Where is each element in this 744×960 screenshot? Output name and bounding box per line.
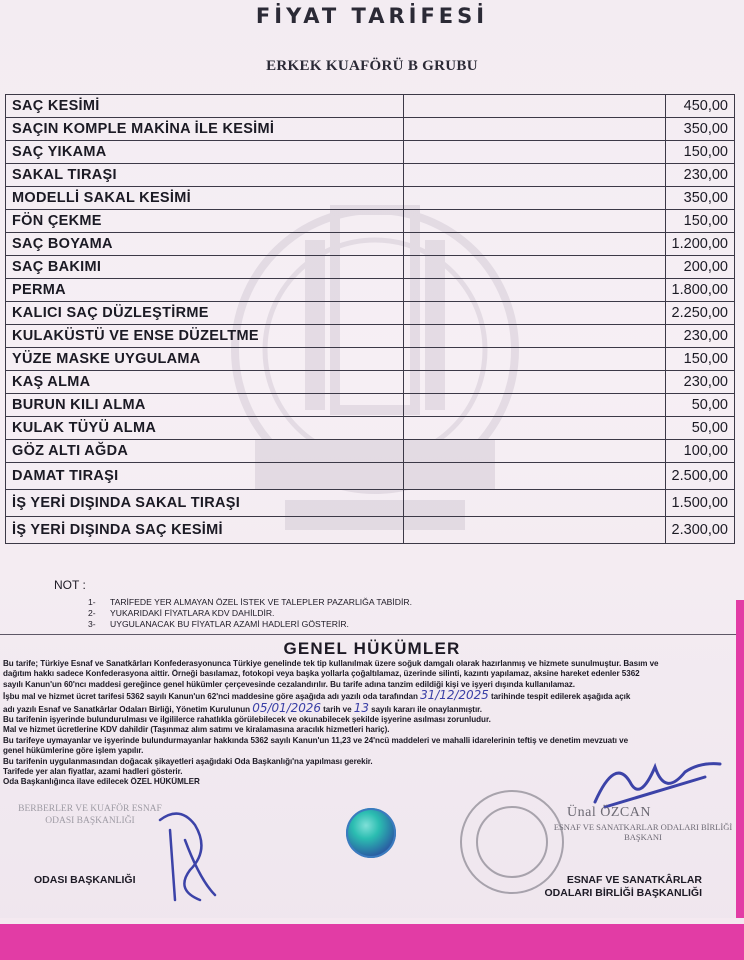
service-name: SAKAL TIRAŞI xyxy=(6,164,404,187)
service-price: 150,00 xyxy=(665,210,734,233)
service-price: 1.200,00 xyxy=(665,233,734,256)
handwritten-number: 13 xyxy=(353,702,369,715)
service-name: İŞ YERİ DIŞINDA SAKAL TIRAŞI xyxy=(6,490,404,517)
tariff-row xyxy=(6,463,735,490)
tariff-row xyxy=(6,141,735,164)
left-stamp: BERBERLER VE KUAFÖR ESNAF ODASI BAŞKANLIĞI xyxy=(18,804,162,826)
service-name: FÖN ÇEKME xyxy=(6,210,404,233)
legal-line: Bu tarife; Türkiye Esnaf ve Sanatkârları Konfederasyonunca Türkiye genelinde tek tip kullanılmak üzere soğuk damgalı olarak hazırlanmış ve hizmete sunulmuştur. Basım ve xyxy=(3,659,659,668)
blank-cell xyxy=(404,164,665,187)
service-price: 200,00 xyxy=(665,256,734,279)
tariff-table xyxy=(5,94,735,544)
tariff-row xyxy=(6,187,735,210)
blank-cell xyxy=(404,256,665,279)
tariff-row xyxy=(6,95,735,118)
tariff-row xyxy=(6,394,735,417)
tariff-row xyxy=(6,348,735,371)
blank-cell xyxy=(404,141,665,164)
left-signature-icon xyxy=(140,800,230,910)
tariff-row xyxy=(6,440,735,463)
service-price: 50,00 xyxy=(665,417,734,440)
tariff-row xyxy=(6,279,735,302)
service-price: 230,00 xyxy=(665,164,734,187)
service-name: YÜZE MASKE UYGULAMA xyxy=(6,348,404,371)
service-price: 350,00 xyxy=(665,118,734,141)
right-signer-name: Ünal ÖZCAN xyxy=(567,805,651,820)
tariff-row xyxy=(6,164,735,187)
right-org-label: ESNAF VE SANATKÂRLAR ODALARI BİRLİĞİ BAŞKANLIĞI xyxy=(544,874,702,899)
note-item: 3- UYGULANACAK BU FİYATLAR AZAMİ HADLERİ GÖSTERİR. xyxy=(88,619,349,629)
service-price: 50,00 xyxy=(665,394,734,417)
service-name: KULAK TÜYÜ ALMA xyxy=(6,417,404,440)
tariff-row xyxy=(6,210,735,233)
legal-line: Oda Başkanlığınca ilave edilecek ÖZEL HÜKÜMLER xyxy=(3,777,200,787)
blank-cell xyxy=(404,348,665,371)
left-org-label: ODASI BAŞKANLIĞI xyxy=(34,874,136,886)
service-price: 150,00 xyxy=(665,141,734,164)
right-stamp-inner xyxy=(476,806,548,878)
service-price: 450,00 xyxy=(665,95,734,118)
legal-line: Bu tarifenin işyerinde bulundurulması ve ilgililerce rahatlıkla görülebilecek ve okunabilecek şekilde işyerine asılması zorunludur. xyxy=(3,715,491,725)
service-name: SAÇIN KOMPLE MAKİNA İLE KESİMİ xyxy=(6,118,404,141)
legal-line: dağıtım hakkı sadece Konfederasyona aittir. Örneği basılamaz, fotokopi veya başka yollarla çoğaltılamaz, üzerinde silinti, kazıntı yapılamaz, aksine hareket edenler 5362 xyxy=(3,669,640,679)
hologram-seal xyxy=(346,808,396,858)
tariff-row xyxy=(6,256,735,279)
blank-cell xyxy=(404,233,665,256)
service-price: 350,00 xyxy=(665,187,734,210)
service-price: 100,00 xyxy=(665,440,734,463)
tariff-row xyxy=(6,490,735,517)
general-provisions-title: GENEL HÜKÜMLER xyxy=(283,639,461,658)
note-item: 2- YUKARIDAKİ FİYATLARA KDV DAHİLDİR. xyxy=(88,608,275,618)
blank-cell xyxy=(404,210,665,233)
legal-line: adı yazılı Esnaf ve Sanatkârlar Odaları Birliği, Yönetim Kurulunun 05/01/2026 tarih ve 13 sayılı kararı ile onaylanmıştır. xyxy=(3,702,482,715)
service-price: 1.500,00 xyxy=(665,490,734,517)
tariff-row xyxy=(6,517,735,544)
right-signature-icon xyxy=(585,752,725,812)
blank-cell xyxy=(404,517,665,544)
blank-cell xyxy=(404,325,665,348)
right-signer-title: ESNAF VE SANATKARLAR ODALARI BİRLİĞİ BAŞKANI xyxy=(553,822,733,842)
service-name: SAÇ BOYAMA xyxy=(6,233,404,256)
blank-cell xyxy=(404,394,665,417)
legal-line: genel hükümlerine göre işlem yapılır. xyxy=(3,746,144,756)
blank-cell xyxy=(404,95,665,118)
legal-line: İşbu mal ve hizmet ücret tarifesi 5362 sayılı Kanun'un 62'nci maddesine göre aşağıda adı yazılı oda tarafından 31/12/2025 tarihinde tespit edilerek aşağıda açık xyxy=(3,690,631,703)
notes-list xyxy=(88,597,528,630)
notes-section xyxy=(54,578,86,598)
service-name: SAÇ KESİMİ xyxy=(6,95,404,118)
service-name: KULAKÜSTÜ VE ENSE DÜZELTME xyxy=(6,325,404,348)
note-item: 1- TARİFEDE YER ALMAYAN ÖZEL İSTEK VE TALEPLER PAZARLIĞA TABİDİR. xyxy=(88,597,412,607)
service-price: 2.500,00 xyxy=(665,463,734,490)
service-price: 150,00 xyxy=(665,348,734,371)
service-name: SAÇ BAKIMI xyxy=(6,256,404,279)
legal-line: sayılı Kanun'un 60'ncı maddesi gereğince genel hükümler çerçevesinde cezalandırılır. Bu tarife adına tanzim edildiği kişi ve işyeri dışında kullanılamaz. xyxy=(3,679,575,689)
tariff-row xyxy=(6,302,735,325)
blank-cell xyxy=(404,187,665,210)
frame-bottom xyxy=(0,924,744,960)
handwritten-date-2: 05/01/2026 xyxy=(252,702,321,715)
service-name: BURUN KILI ALMA xyxy=(6,394,404,417)
blank-cell xyxy=(404,118,665,141)
blank-cell xyxy=(404,279,665,302)
blank-cell xyxy=(404,417,665,440)
legal-line: Bu tarifenin uygulanmasından doğacak şikayetleri aşağıdaki Oda Başkanlığı'na yapılması gerekir. xyxy=(3,756,373,766)
legal-line: Bu tarifeye uymayanlar ve işyerinde bulundurmayanlar hakkında 5362 sayılı Kanun'un 11,23 ve 24'ncü maddeleri ve mahalli idarelerinin teftiş ve denetim mevzuatı ve xyxy=(3,735,629,745)
legal-line: Tarifede yer alan fiyatlar, azami hadleri gösterir. xyxy=(3,767,183,777)
service-price: 2.250,00 xyxy=(665,302,734,325)
service-name: SAÇ YIKAMA xyxy=(6,141,404,164)
service-name: DAMAT TIRAŞI xyxy=(6,463,404,490)
service-price: 2.300,00 xyxy=(665,517,734,544)
service-name: İŞ YERİ DIŞINDA SAÇ KESİMİ xyxy=(6,517,404,544)
tariff-row xyxy=(6,233,735,256)
frame-right xyxy=(736,600,744,930)
service-name: MODELLİ SAKAL KESİMİ xyxy=(6,187,404,210)
service-name: KALICI SAÇ DÜZLEŞTİRME xyxy=(6,302,404,325)
service-name: PERMA xyxy=(6,279,404,302)
blank-cell xyxy=(404,490,665,517)
blank-cell xyxy=(404,463,665,490)
service-name: GÖZ ALTI AĞDA xyxy=(6,440,404,463)
service-price: 230,00 xyxy=(665,371,734,394)
tariff-row xyxy=(6,371,735,394)
blank-cell xyxy=(404,302,665,325)
page-title: FİYAT TARİFESİ xyxy=(255,4,489,28)
tariff-row xyxy=(6,417,735,440)
service-price: 1.800,00 xyxy=(665,279,734,302)
service-name: KAŞ ALMA xyxy=(6,371,404,394)
page-subtitle: ERKEK KUAFÖRÜ B GRUBU xyxy=(266,58,478,74)
blank-cell xyxy=(404,371,665,394)
tariff-row xyxy=(6,325,735,348)
tariff-row xyxy=(6,118,735,141)
legal-line: Mal ve hizmet ücretlerine KDV dahildir (Taşınmaz alım satımı ve kiralamasına aracılık hizmetleri hariç). xyxy=(3,725,390,735)
section-divider xyxy=(0,634,744,635)
service-price: 230,00 xyxy=(665,325,734,348)
notes-label: NOT : xyxy=(54,578,86,592)
blank-cell xyxy=(404,440,665,463)
handwritten-date-1: 31/12/2025 xyxy=(420,690,489,703)
